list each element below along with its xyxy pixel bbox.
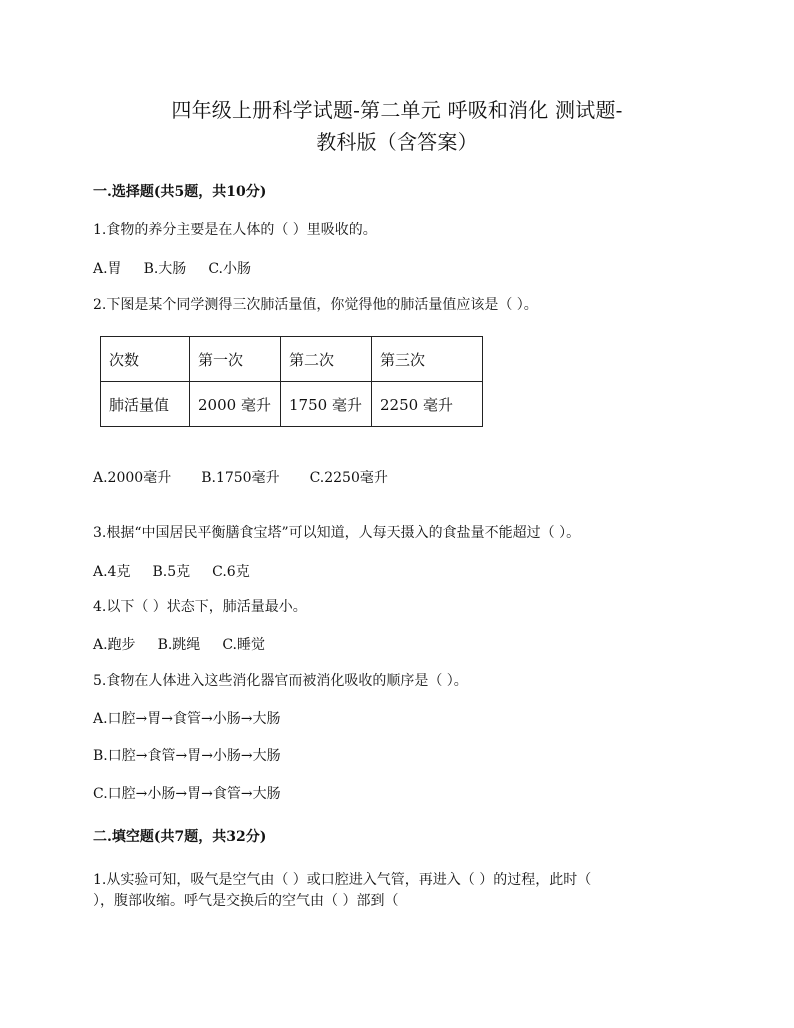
table-cell: 第二次: [281, 337, 372, 382]
option-b: B.5克: [152, 564, 191, 580]
option-c: C.6克: [212, 564, 250, 580]
table-cell: 肺活量值: [101, 382, 190, 427]
table-cell: 次数: [101, 337, 190, 382]
option-c: C.小肠: [208, 261, 251, 277]
table-cell: 2250 毫升: [372, 382, 483, 427]
question-3-options: [93, 561, 250, 581]
question-5-option-a: A.口腔→胃→食管→小肠→大肠: [93, 711, 281, 727]
question-2-options: [93, 467, 388, 487]
table-cell: 第一次: [190, 337, 281, 382]
option-b: B.1750毫升: [201, 470, 280, 486]
question-3: 3.根据“中国居民平衡膳食宝塔”可以知道，人每天摄入的食盐量不能超过（ ）。: [93, 525, 581, 541]
question-5-option-b: B.口腔→食管→胃→小肠→大肠: [93, 748, 281, 764]
fill-question-1-line2: ），腹部收缩。呼气是交换后的空气由（ ）部到（: [93, 893, 399, 909]
table-row: [101, 337, 483, 382]
question-5-option-c: C.口腔→小肠→胃→食管→大肠: [93, 786, 281, 802]
option-c: C.2250毫升: [309, 470, 388, 486]
table-row: [101, 382, 483, 427]
option-a: A.胃: [93, 261, 122, 277]
fill-question-1-line1: 1.从实验可知，吸气是空气由（ ）或口腔进入气管，再进入（ ）的过程，此时（: [93, 872, 592, 888]
option-a: A.跑步: [93, 637, 136, 653]
lung-capacity-table: [100, 336, 483, 427]
doc-title-line1: 四年级上册科学试题-第二单元 呼吸和消化 测试题-: [171, 98, 623, 122]
option-a: A.2000毫升: [93, 470, 172, 486]
option-c: C.睡觉: [222, 637, 265, 653]
table-cell: 1750 毫升: [281, 382, 372, 427]
question-1-options: [93, 258, 251, 278]
table-cell: 2000 毫升: [190, 382, 281, 427]
doc-title-line2: 教科版（含答案）: [316, 130, 478, 154]
question-4: 4.以下（ ）状态下，肺活量最小。: [93, 599, 307, 615]
table-cell: 第三次: [372, 337, 483, 382]
option-a: A.4克: [93, 564, 131, 580]
section-heading-fill: 二.填空题(共7题，共32分): [93, 829, 267, 845]
question-2: 2.下图是某个同学测得三次肺活量值，你觉得他的肺活量值应该是（ ）。: [93, 297, 538, 313]
option-b: B.跳绳: [157, 637, 201, 653]
question-4-options: [93, 634, 265, 654]
question-1: 1.食物的养分主要是在人体的（ ）里吸收的。: [93, 222, 377, 238]
section-heading-choice: 一.选择题(共5题，共10分): [93, 184, 267, 200]
option-b: B.大肠: [143, 261, 187, 277]
question-5: 5.食物在人体进入这些消化器官而被消化吸收的顺序是（ ）。: [93, 673, 468, 689]
